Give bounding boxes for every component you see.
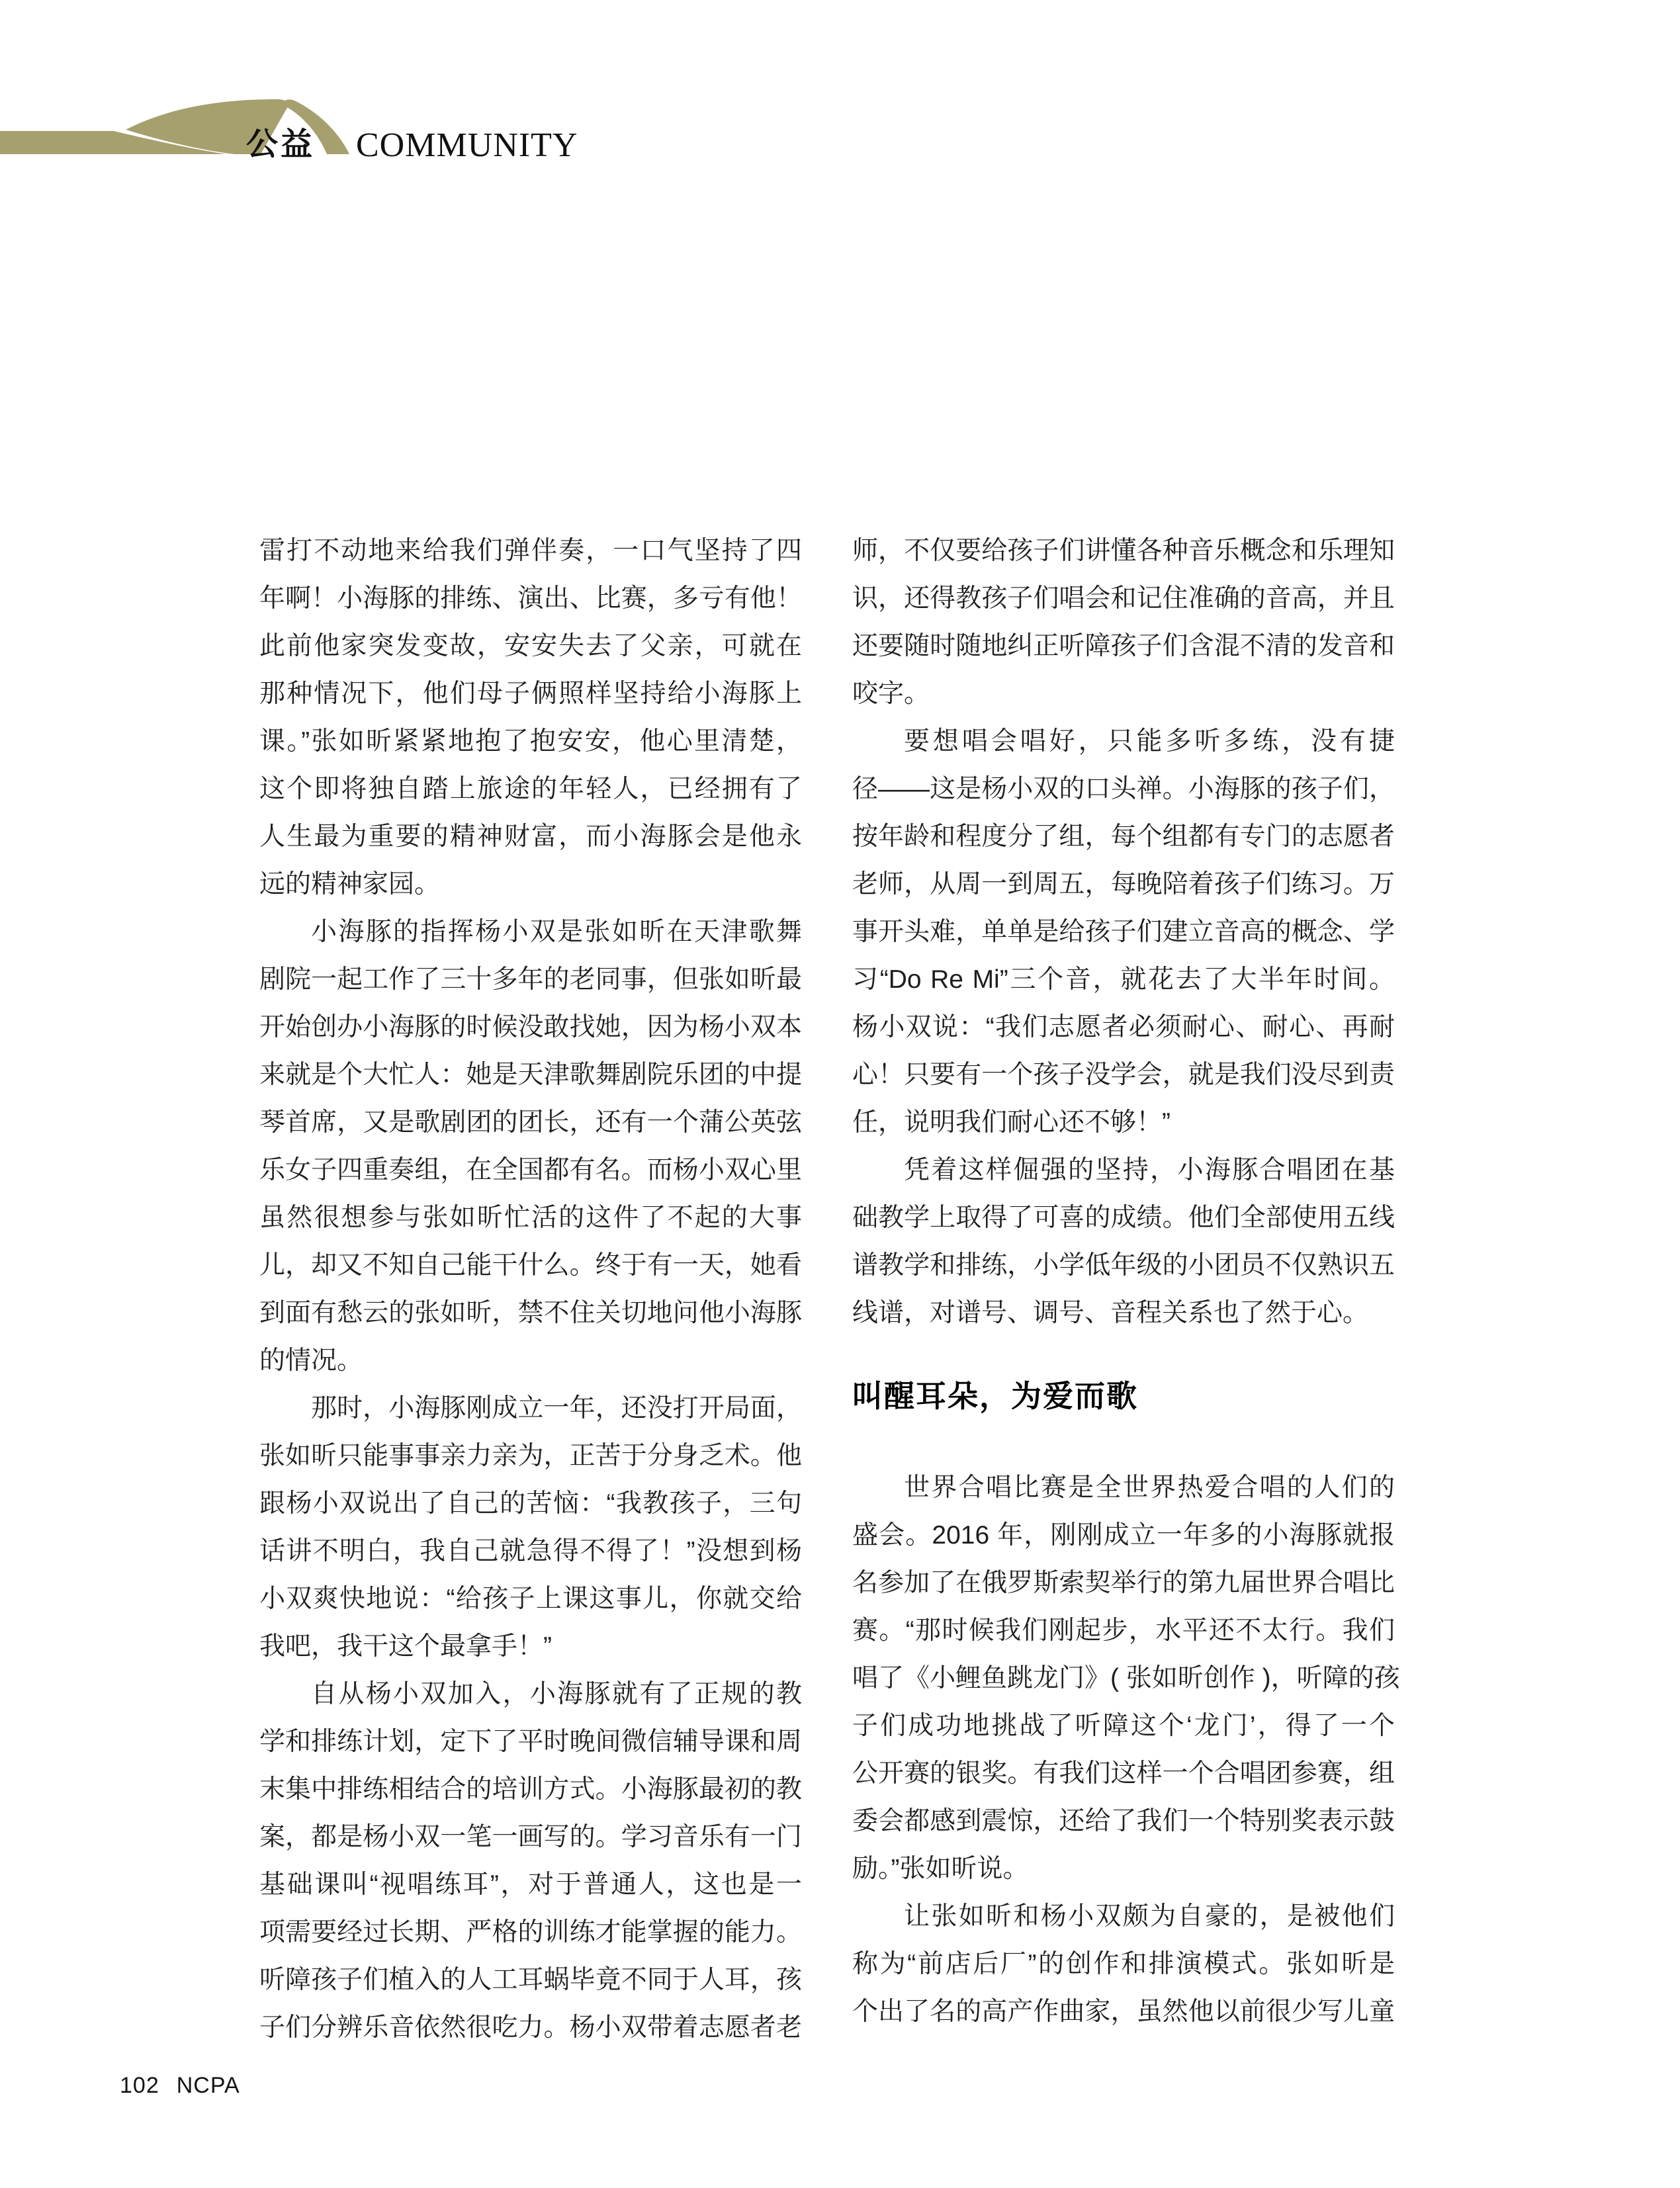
text-line: 听障孩子们植入的人工耳蜗毕竟不同于人耳，孩 — [259, 1966, 802, 1994]
text-line: 基础课叫“视唱练耳”，对于普通人，这也是一 — [259, 1870, 802, 1899]
journal-name: NCPA — [176, 2073, 240, 2098]
text-line: 项需要经过长期、严格的训练才能掌握的能力。 — [259, 1918, 802, 1947]
text-line: 琴首席，又是歌剧团的团长，还有一个蒲公英弦 — [259, 1108, 802, 1137]
text-line: 础教学上取得了可喜的成绩。他们全部使用五线 — [852, 1203, 1395, 1232]
text-line: 子们成功地挑战了听障这个‘龙门’，得了一个 — [852, 1712, 1395, 1740]
text-line: 个出了名的高产作曲家，虽然他以前很少写儿童 — [852, 1997, 1395, 2026]
text-line: 杨小双说：“我们志愿者必须耐心、耐心、再耐 — [852, 1013, 1395, 1041]
text-line: 远的精神家园。 — [259, 870, 441, 898]
column-right-bottom — [852, 1464, 1400, 2036]
text-line: 盛会。2016 年，刚刚成立一年多的小海豚就报 — [852, 1521, 1395, 1550]
category-title-cn: 公益 — [246, 127, 316, 162]
text-line: 师，不仅要给孩子们讲懂各种音乐概念和乐理知 — [852, 537, 1395, 565]
text-line: 来就是个大忙人：她是天津歌舞剧院乐团的中提 — [259, 1061, 802, 1089]
text-line: 事开头难，单单是给孩子们建立音高的概念、学 — [852, 918, 1395, 946]
text-line: 线谱，对谱号、调号、音程关系也了然于心。 — [852, 1299, 1369, 1327]
text-line: 小双爽快地说：“给孩子上课这事儿，你就交给 — [259, 1585, 802, 1613]
text-line: 谱教学和排练，小学低年级的小团员不仅熟识五 — [852, 1251, 1395, 1280]
text-line: 此前他家突发变故，安安失去了父亲，可就在 — [259, 632, 802, 660]
text-line: 案，都是杨小双一笔一画写的。学习音乐有一门 — [259, 1823, 802, 1851]
text-line: 儿，却又不知自己能干什么。终于有一天，她看 — [259, 1251, 802, 1280]
text-line: 要想唱会唱好，只能多听多练，没有捷 — [904, 727, 1395, 756]
text-line: 老师，从周一到周五，每晚陪着孩子们练习。万 — [852, 870, 1395, 898]
text-line: 自从杨小双加入，小海豚就有了正规的教 — [311, 1680, 802, 1708]
text-line: 赛。“那时候我们刚起步，水平还不太行。我们 — [852, 1616, 1395, 1645]
text-line: 让张如昕和杨小双颇为自豪的，是被他们 — [904, 1902, 1395, 1931]
text-line: 凭着这样倔强的坚持，小海豚合唱团在基 — [904, 1156, 1395, 1184]
text-line: 世界合唱比赛是全世界热爱合唱的人们的 — [904, 1473, 1395, 1502]
text-line: 到面有愁云的张如昕，禁不住关切地问他小海豚 — [259, 1299, 802, 1327]
text-line: 小海豚的指挥杨小双是张如昕在天津歌舞 — [311, 918, 802, 946]
text-line: 虽然很想参与张如昕忙活的这件了不起的大事 — [259, 1203, 802, 1232]
text-line: 那时，小海豚刚成立一年，还没打开局面， — [311, 1394, 802, 1422]
page-number: 102 — [120, 2073, 159, 2098]
text-line: 年啊！小海豚的排练、演出、比赛，多亏有他！ — [259, 584, 802, 613]
text-line: 咬字。 — [852, 679, 930, 708]
text-line: 识，还得教孩子们唱会和记住准确的音高，并且 — [852, 584, 1395, 613]
section-heading: 叫醒耳朵，为爱而歌 — [852, 1379, 1138, 1413]
text-line: 话讲不明白，我自己就急得不得了！”没想到杨 — [259, 1537, 802, 1565]
text-line: 张如昕只能事事亲力亲为，正苦于分身乏术。他 — [259, 1442, 802, 1470]
text-line: 励。”张如昕说。 — [852, 1855, 1029, 1883]
text-line: 名参加了在俄罗斯索契举行的第九届世界合唱比 — [852, 1569, 1395, 1597]
article-column-right — [852, 527, 1400, 2036]
text-line: 学和排练计划，定下了平时晚间微信辅导课和周 — [259, 1728, 802, 1756]
text-line: 剧院一起工作了三十多年的老同事，但张如昕最 — [259, 965, 802, 994]
text-line: 公开赛的银奖。有我们这样一个合唱团参赛，组 — [852, 1759, 1395, 1788]
text-line: 按年龄和程度分了组，每个组都有专门的志愿者 — [852, 822, 1395, 851]
text-line: 心！只要有一个孩子没学会，就是我们没尽到责 — [852, 1061, 1395, 1089]
text-line: 委会都感到震惊，还给了我们一个特别奖表示鼓 — [852, 1807, 1395, 1835]
text-line: 课。”张如昕紧紧地抱了抱安安，他心里清楚， — [259, 727, 802, 756]
article-column-left — [259, 527, 802, 2052]
text-line: 径——这是杨小双的口头禅。小海豚的孩子们， — [852, 775, 1395, 803]
text-line: 任，说明我们耐心还不够！” — [852, 1108, 1171, 1137]
text-line: 这个即将独自踏上旅途的年轻人，已经拥有了 — [259, 775, 802, 803]
text-line: 还要随时随地纠正听障孩子们含混不清的发音和 — [852, 632, 1395, 660]
text-line: 称为“前店后厂”的创作和排演模式。张如昕是 — [852, 1950, 1395, 1978]
category-title-en: COMMUNITY — [356, 126, 578, 164]
text-line: 末集中排练相结合的培训方式。小海豚最初的教 — [259, 1775, 802, 1804]
text-line: 我吧，我干这个最拿手！” — [259, 1632, 552, 1661]
text-line: 子们分辨乐音依然很吃力。杨小双带着志愿者老 — [259, 2013, 802, 2042]
page-footer — [120, 2073, 240, 2099]
text-line: 那种情况下，他们母子俩照样坚持给小海豚上 — [259, 679, 802, 708]
text-line: 的情况。 — [259, 1346, 363, 1375]
text-line: 人生最为重要的精神财富，而小海豚会是他永 — [259, 822, 802, 851]
column-right-top — [852, 527, 1395, 1337]
text-line: 雷打不动地来给我们弹伴奏，一口气坚持了四 — [259, 537, 802, 565]
text-line: 跟杨小双说出了自己的苦恼：“我教孩子，三句 — [259, 1489, 802, 1518]
text-line: 唱了《小鲤鱼跳龙门》( 张如昕创作 )，听障的孩 — [852, 1664, 1400, 1692]
text-line: 开始创办小海豚的时候没敢找她，因为杨小双本 — [259, 1013, 802, 1041]
text-line: 习“Do Re Mi”三个音，就花去了大半年时间。 — [852, 965, 1395, 994]
text-line: 乐女子四重奏组，在全国都有名。而杨小双心里 — [259, 1156, 802, 1184]
